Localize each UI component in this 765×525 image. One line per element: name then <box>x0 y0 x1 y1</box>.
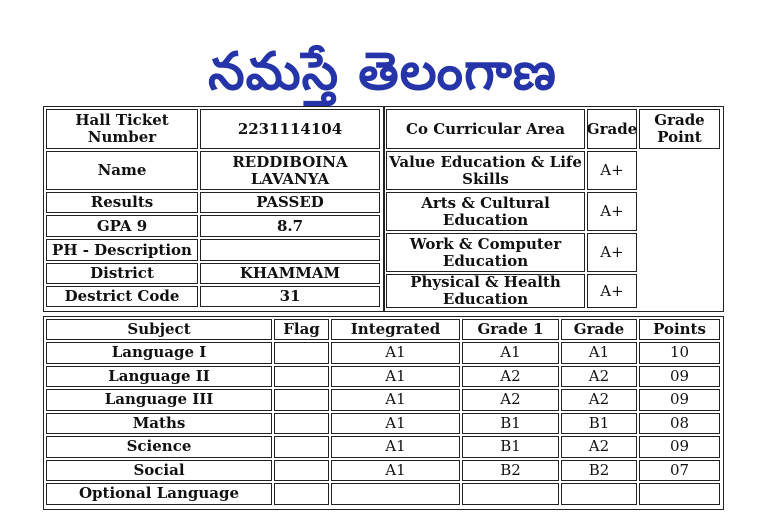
cocurricular-header-grade-point: Grade Point <box>639 109 720 149</box>
subjects-header-subject: Subject <box>46 319 272 340</box>
subject-grade1: B1 <box>462 413 559 435</box>
subject-flag <box>274 366 329 388</box>
subjects-header-flag: Flag <box>274 319 329 340</box>
subject-integrated: A1 <box>331 342 460 364</box>
newspaper-logo: నమస్తే తెలంగాణ <box>208 42 557 102</box>
subject-grade: A2 <box>561 366 637 388</box>
hall-ticket-label: Hall Ticket Number <box>46 109 198 149</box>
subject-grade1: A2 <box>462 366 559 388</box>
ph-description-value <box>200 239 380 261</box>
subject-integrated <box>331 483 460 505</box>
results-value: PASSED <box>200 192 380 213</box>
cocurricular-header-area: Co Curricular Area <box>386 109 585 149</box>
subject-grade1 <box>462 483 559 505</box>
subject-name: Language III <box>46 389 272 411</box>
subject-integrated: A1 <box>331 413 460 435</box>
subject-points: 10 <box>639 342 720 364</box>
gpa-value: 8.7 <box>200 215 380 237</box>
name-value: REDDIBOINA LAVANYA <box>200 151 380 190</box>
subject-name: Science <box>46 436 272 458</box>
cocurricular-area: Physical & Health Education <box>386 274 585 308</box>
subject-points: 09 <box>639 366 720 388</box>
subject-integrated: A1 <box>331 460 460 482</box>
subject-flag <box>274 460 329 482</box>
cocurricular-grade: A+ <box>587 233 637 272</box>
district-value: KHAMMAM <box>200 263 380 284</box>
cocurricular-area: Arts & Cultural Education <box>386 192 585 231</box>
subject-flag <box>274 413 329 435</box>
subject-grade: B1 <box>561 413 637 435</box>
cocurricular-area: Value Education & Life Skills <box>386 151 585 190</box>
ph-description-label: PH - Description <box>46 239 198 261</box>
subjects-header-integrated: Integrated <box>331 319 460 340</box>
subject-grade <box>561 483 637 505</box>
subject-points: 09 <box>639 436 720 458</box>
name-label: Name <box>46 151 198 190</box>
subject-points <box>639 483 720 505</box>
subject-integrated: A1 <box>331 389 460 411</box>
subject-flag <box>274 389 329 411</box>
subjects-header-points: Points <box>639 319 720 340</box>
subject-integrated: A1 <box>331 436 460 458</box>
subject-name: Social <box>46 460 272 482</box>
subject-name: Language II <box>46 366 272 388</box>
subjects-header-grade: Grade <box>561 319 637 340</box>
cocurricular-header-grade: Grade <box>587 109 637 149</box>
district-code-label: Destrict Code <box>46 286 198 307</box>
district-code-value: 31 <box>200 286 380 307</box>
cocurricular-area: Work & Computer Education <box>386 233 585 272</box>
subject-integrated: A1 <box>331 366 460 388</box>
hall-ticket-value: 2231114104 <box>200 109 380 149</box>
subject-flag <box>274 483 329 505</box>
subject-grade1: A1 <box>462 342 559 364</box>
subject-grade: A2 <box>561 436 637 458</box>
subject-flag <box>274 342 329 364</box>
gpa-label: GPA 9 <box>46 215 198 237</box>
subject-points: 09 <box>639 389 720 411</box>
subject-grade1: A2 <box>462 389 559 411</box>
subject-grade1: B2 <box>462 460 559 482</box>
subjects-header-grade1: Grade 1 <box>462 319 559 340</box>
cocurricular-grade: A+ <box>587 192 637 231</box>
district-label: District <box>46 263 198 284</box>
subject-name: Language I <box>46 342 272 364</box>
subject-name: Maths <box>46 413 272 435</box>
subject-grade: A1 <box>561 342 637 364</box>
cocurricular-grade: A+ <box>587 151 637 190</box>
subject-grade: A2 <box>561 389 637 411</box>
subject-points: 07 <box>639 460 720 482</box>
subject-flag <box>274 436 329 458</box>
subject-grade: B2 <box>561 460 637 482</box>
subject-points: 08 <box>639 413 720 435</box>
subject-grade1: B1 <box>462 436 559 458</box>
subject-name: Optional Language <box>46 483 272 505</box>
results-label: Results <box>46 192 198 213</box>
cocurricular-grade: A+ <box>587 274 637 308</box>
